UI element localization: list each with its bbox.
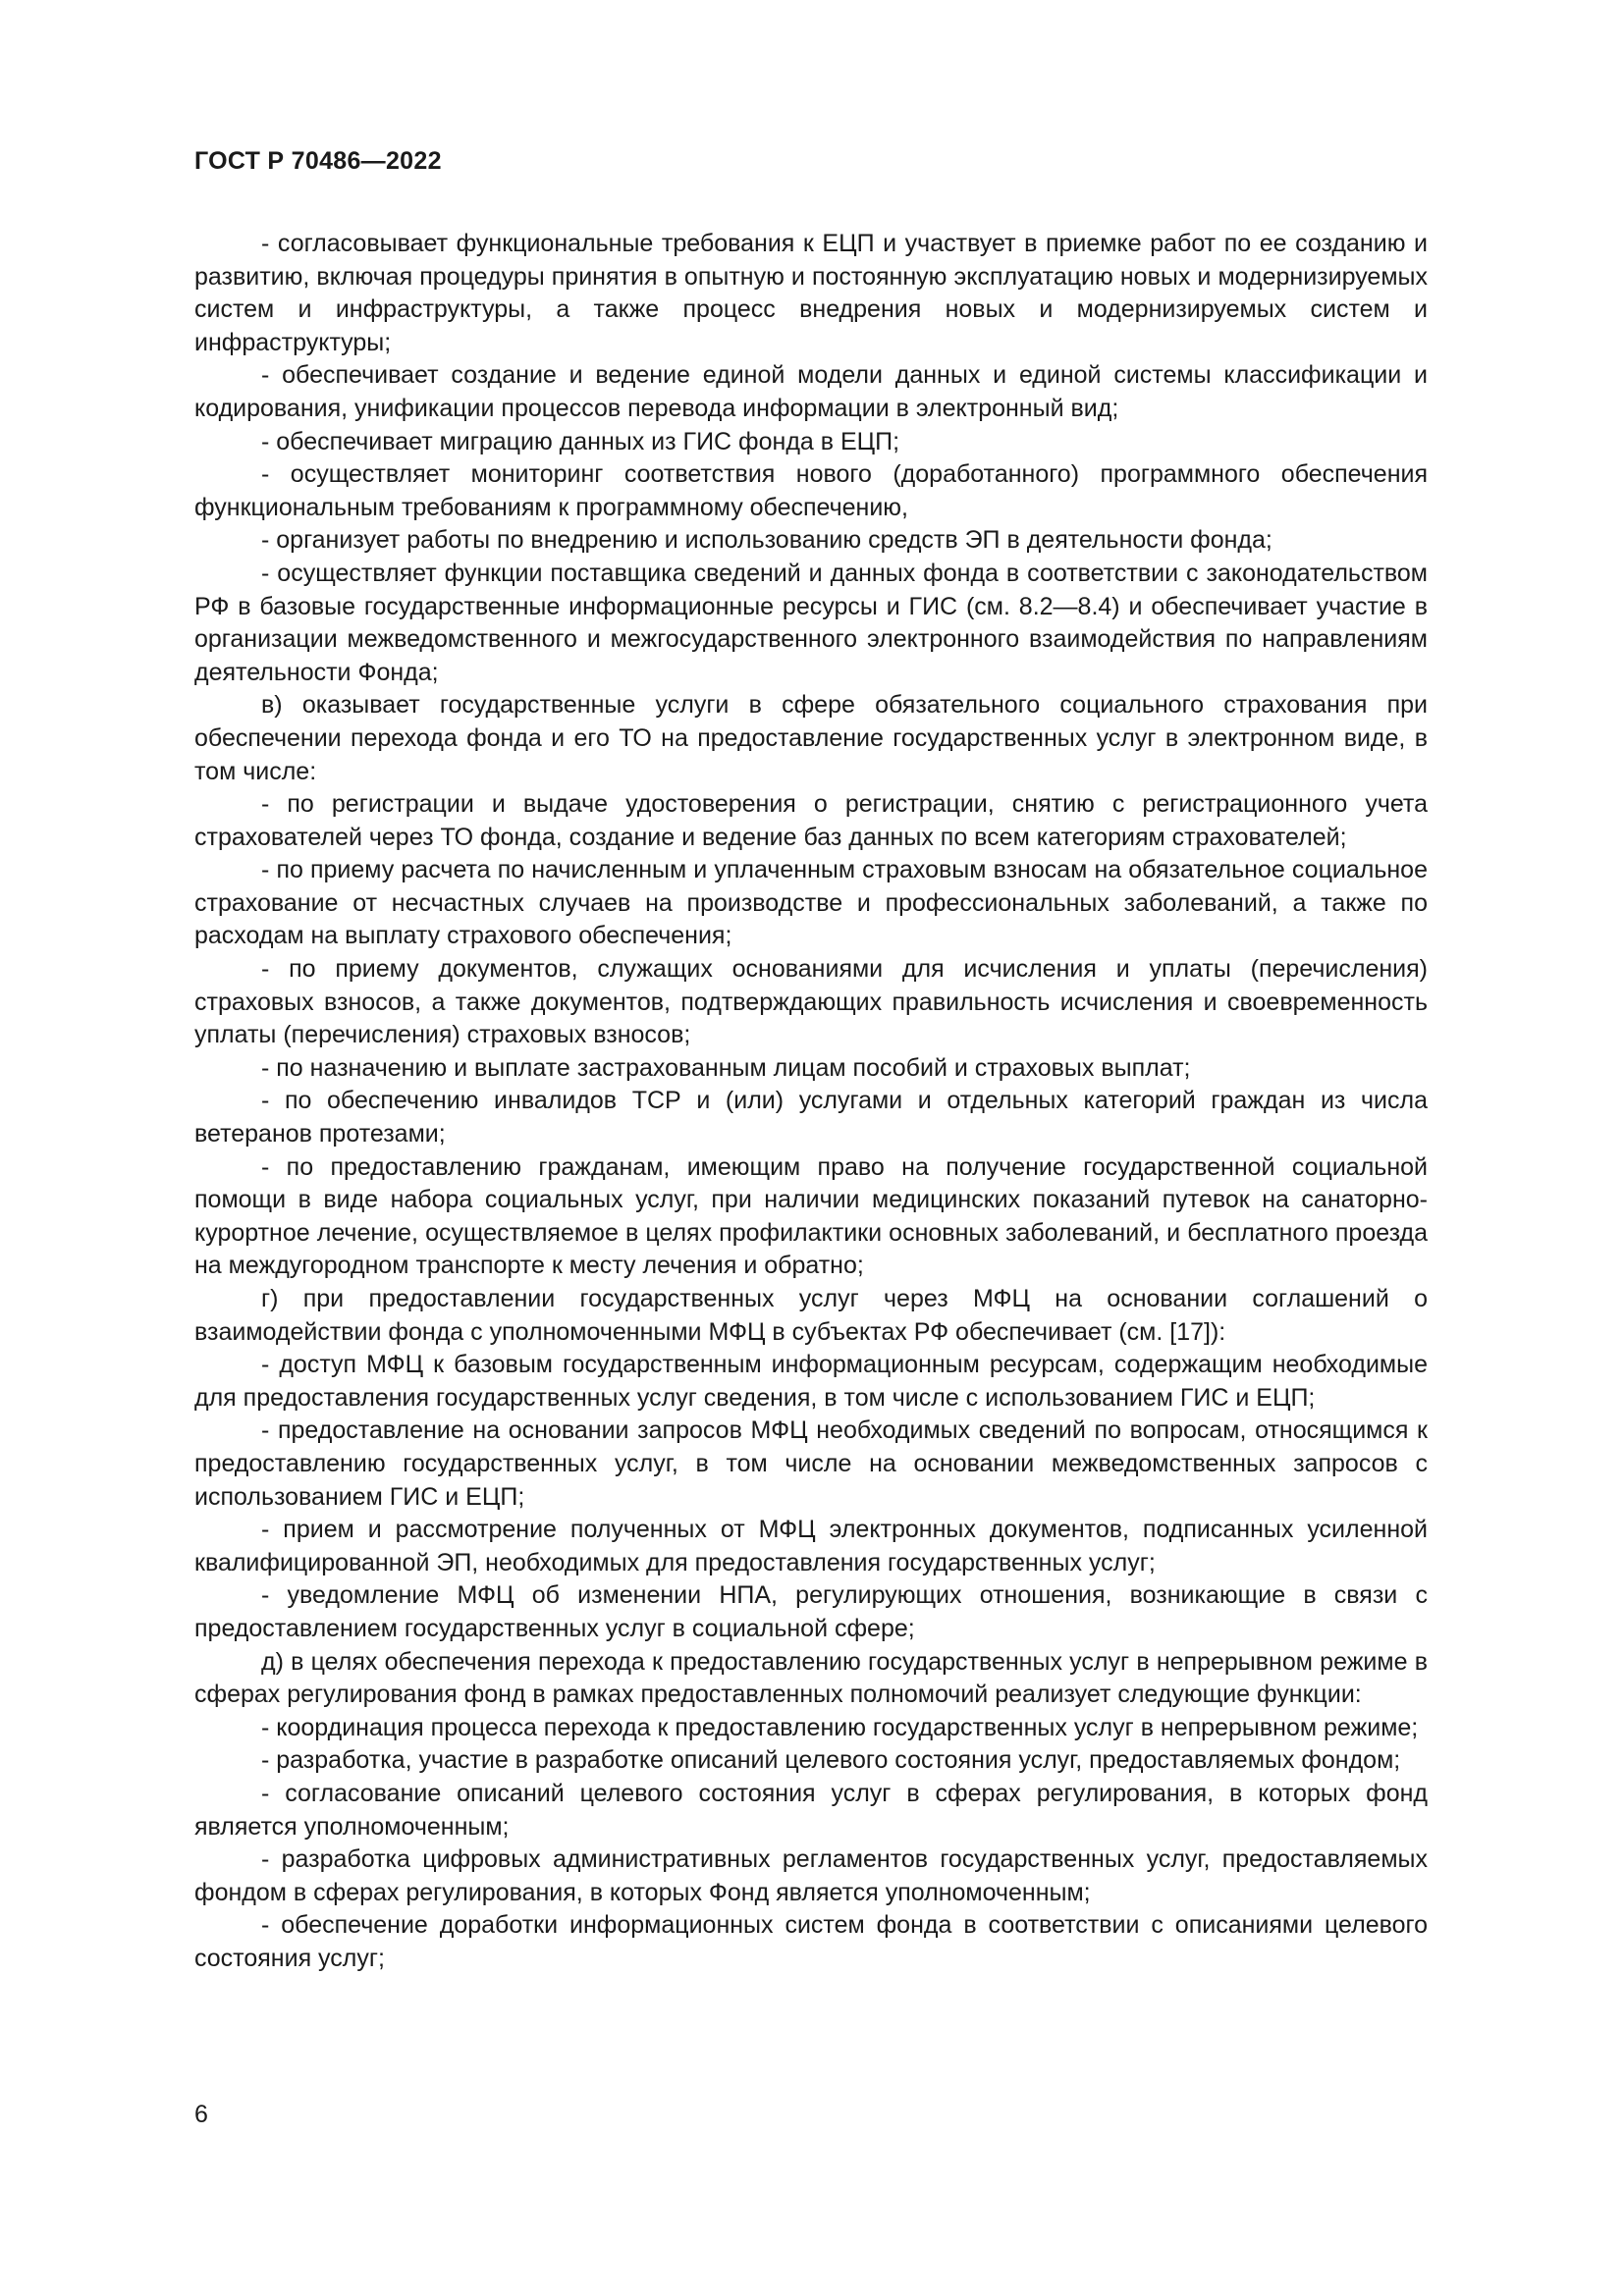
paragraph: - по приему расчета по начисленным и уплаченным страховым взносам на обязательное социальное страхование от несчастных случаев на производстве и профессиональных заболеваний, а также по расходам на выплату страхового обеспечения; [194,856,1428,950]
paragraph: - обеспечивает миграцию данных из ГИС фонда в ЕЦП; [261,427,900,455]
paragraph: - осуществляет функции поставщика сведений и данных фонда в соответствии с законодательством РФ в базовые государственные информационные ресурсы и ГИС (см. 8.2—8.4) и обеспечивает участие в организации межведомственного и межгосударственного электронного взаимодействия по направлениям деятельности Фонда; [194,559,1428,686]
paragraph: - доступ МФЦ к базовым государственным информационным ресурсам, содержащим необходимые для предоставления государственных услуг сведения, в том числе с использованием ГИС и ЕЦП; [194,1351,1428,1412]
paragraph: в) оказывает государственные услуги в сфере обязательного социального страхования при обеспечении перехода фонда и его ТО на предоставление государственных услуг в электронном виде, в том числе: [194,691,1428,785]
paragraph: - согласовывает функциональные требования к ЕЦП и участвует в приемке работ по ее созданию и развитию, включая процедуры принятия в опытную и постоянную эксплуатацию новых и модернизируемых систем и инфраструктуры, а также процесс внедрения новых и модернизируемых систем и инфраструктуры; [194,230,1428,356]
paragraph: - прием и рассмотрение полученных от МФЦ электронных документов, подписанных усиленной квалифицированной ЭП, необходимых для предоставления государственных услуг; [194,1516,1428,1576]
paragraph: - разработка цифровых административных регламентов государственных услуг, предоставляемых фондом в сферах регулирования, в которых Фонд является уполномоченным; [194,1845,1428,1906]
paragraph: - разработка, участие в разработке описаний целевого состояния услуг, предоставляемых фондом; [261,1746,1401,1775]
paragraph: - организует работы по внедрению и использованию средств ЭП в деятельности фонда; [261,526,1272,555]
paragraph: - по назначению и выплате застрахованным лицам пособий и страховых выплат; [261,1053,1191,1082]
paragraph: - уведомление МФЦ об изменении НПА, регулирующих отношения, возникающие в связи с предоставлением государственных услуг в социальной сфере; [194,1581,1428,1642]
paragraph: д) в целях обеспечения перехода к предоставлению государственных услуг в непрерывном режиме в сферах регулирования фонд в рамках предоставленных полномочий реализует следующие функции: [194,1647,1428,1709]
paragraph: - координация процесса перехода к предоставлению государственных услуг в непрерывном режиме; [261,1713,1419,1741]
paragraph: - предоставление на основании запросов МФЦ необходимых сведений по вопросам, относящимся к предоставлению государственных услуг, в том числе на основании межведомственных запросов с использованием ГИС и ЕЦП; [194,1416,1428,1511]
paragraph: г) при предоставлении государственных услуг через МФЦ на основании соглашений о взаимодействии фонда с уполномоченными МФЦ в субъектах РФ обеспечивает (см. [17]): [194,1285,1428,1346]
paragraph: - осуществляет мониторинг соответствия нового (доработанного) программного обеспечения функциональным требованиям к программному обеспечению, [194,460,1428,521]
paragraph: - по регистрации и выдаче удостоверения о регистрации, снятию с регистрационного учета страхователей через ТО фонда, создание и ведение баз данных по всем категориям страхователей; [194,790,1428,851]
paragraph: - обеспечение доработки информационных систем фонда в соответствии с описаниями целевого состояния услуг; [194,1911,1428,1972]
paragraph: - по приему документов, служащих основаниями для исчисления и уплаты (перечисления) страховых взносов, а также документов, подтверждающих правильность исчисления и своевременность уплаты (перечисления) страховых взносов; [194,955,1428,1049]
paragraph: - по предоставлению гражданам, имеющим право на получение государственной социальной помощи в виде набора социальных услуг, при наличии медицинских показаний путевок на санаторно-курортное лечение, осуществляемое в целях профилактики основных заболеваний, и бесплатного проезда на междугородном транспорте к месту лечения и обратно; [194,1152,1428,1280]
standard-number-header: ГОСТ Р 70486—2022 [194,147,442,175]
paragraph: - обеспечивает создание и ведение единой модели данных и единой системы классификации и кодирования, унификации процессов перевода информации в электронный вид; [194,361,1428,422]
page-number: 6 [194,2101,208,2128]
paragraph: - по обеспечению инвалидов ТСР и (или) услугами и отдельных категорий граждан из числа ветеранов протезами; [194,1087,1428,1148]
paragraph: - согласование описаний целевого состояния услуг в сферах регулирования, в которых фонд является уполномоченным; [194,1779,1428,1841]
body-text [194,228,1428,1975]
